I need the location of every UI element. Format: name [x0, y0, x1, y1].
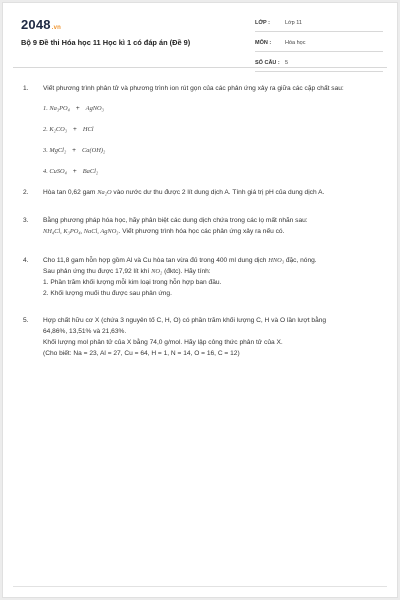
question-number: 3.	[23, 217, 29, 224]
question-1	[21, 83, 383, 177]
text-segment: đặc, nóng.	[285, 257, 317, 264]
text-segment: Hòa tan 0,62 gam	[43, 189, 96, 196]
header-divider	[13, 67, 387, 68]
reactant-a: 4. CuSO₄	[43, 168, 67, 175]
footer-divider	[13, 586, 387, 587]
meta-label-class: LỚP :	[255, 20, 270, 26]
reactant-b: BaCl₂	[82, 168, 99, 175]
text-segment: Sau phản ứng thu được 17,92 lít khí	[43, 268, 150, 275]
question-text	[43, 187, 383, 198]
reaction-item	[43, 166, 383, 177]
question-text-line-2: 64,86%, 13,51% và 21,63%.	[43, 328, 127, 335]
question-number: 5.	[23, 317, 29, 324]
reaction-item	[43, 145, 383, 156]
site-logo[interactable]	[21, 17, 61, 32]
question-number: 1.	[23, 85, 29, 92]
logo-text: 2048	[21, 17, 51, 32]
question-text	[43, 255, 383, 266]
meta-label-subject: MÔN :	[255, 40, 272, 46]
formula-list: NH₄Cl, K₃PO₄, NaCl, AgNO₃	[43, 228, 119, 235]
document-page	[2, 2, 398, 598]
question-text: Hợp chất hữu cơ X (chứa 3 nguyên tố C, H, O) có phần trăm khối lượng C, H và O lần lượt bằng	[43, 317, 327, 324]
page-header	[3, 3, 397, 65]
question-4	[21, 255, 383, 299]
plus-sign: +	[72, 168, 77, 175]
reactant-b: Ca(OH)₂	[82, 147, 106, 154]
sub-question-2: 2. Khối lượng muối thu được sau phản ứng.	[43, 290, 172, 297]
reactant-a: 1. Na₃PO₄	[43, 105, 70, 112]
formula: HNO₃	[268, 257, 284, 264]
reaction-item	[43, 124, 383, 135]
question-number: 2.	[23, 189, 29, 196]
atomic-mass-note: (Cho biết: Na = 23, Al = 27, Cu = 64, H = 1, N = 14, O = 16, C = 12)	[43, 350, 240, 357]
formula: Na₂O	[97, 189, 112, 196]
text-segment: Cho 11,8 gam hỗn hợp gồm Al và Cu hòa tan vừa đủ trong 400 ml dung dịch	[43, 257, 267, 264]
question-list	[21, 83, 383, 359]
text-segment: vào nước dư thu được 2 lít dung dịch A. Tính giá trị pH của dung dịch A.	[113, 189, 325, 196]
question-2	[21, 187, 383, 198]
question-text: Viết phương trình phân tử và phương trình ion rút gọn của các phản ứng xảy ra giữa các cặp chất sau:	[43, 85, 344, 92]
meta-value-question-count: 5	[285, 60, 289, 66]
meta-row-question-count	[255, 57, 383, 72]
formula: NO₂	[151, 268, 163, 275]
question-5	[21, 315, 383, 359]
reactant-b: AgNO₃	[85, 105, 104, 112]
reactant-a: 2. K₂CO₃	[43, 126, 67, 133]
reactant-a: 3. MgCl₂	[43, 147, 67, 154]
meta-value-subject: Hóa học	[285, 40, 306, 46]
sub-question-1: 1. Phần trăm khối lượng mỗi kim loại trong hỗn hợp ban đầu.	[43, 279, 222, 286]
meta-value-class: Lớp 11	[285, 20, 302, 26]
meta-row-class	[255, 17, 383, 32]
question-text-line-2	[43, 266, 383, 277]
meta-row-subject	[255, 37, 383, 52]
plus-sign: +	[72, 126, 77, 133]
question-text-line-3: Khối lượng mol phân tử của X bằng 74,0 g/mol. Hãy lập công thức phân tử của X.	[43, 339, 283, 346]
question-3	[21, 215, 383, 237]
question-text-line-2	[43, 226, 383, 237]
reaction-list	[43, 103, 383, 177]
plus-sign: +	[75, 105, 80, 112]
question-number: 4.	[23, 257, 29, 264]
document-meta	[255, 17, 383, 77]
logo-tld: .vn	[51, 25, 62, 31]
question-text: Bằng phương pháp hóa học, hãy phân biệt các dung dịch chứa trong các lọ mất nhãn sau:	[43, 217, 308, 224]
reaction-item	[43, 103, 383, 114]
meta-label-question-count: SỐ CÂU :	[255, 60, 280, 66]
reactant-b: HCl	[82, 126, 94, 133]
text-segment: . Viết phương trình hóa học các phản ứng xảy ra nếu có.	[118, 228, 285, 235]
text-segment: (đktc). Hãy tính:	[164, 268, 211, 275]
document-title: Bộ 9 Đề thi Hóa học 11 Học kì 1 có đáp án (Đề 9)	[21, 38, 191, 47]
plus-sign: +	[72, 147, 77, 154]
